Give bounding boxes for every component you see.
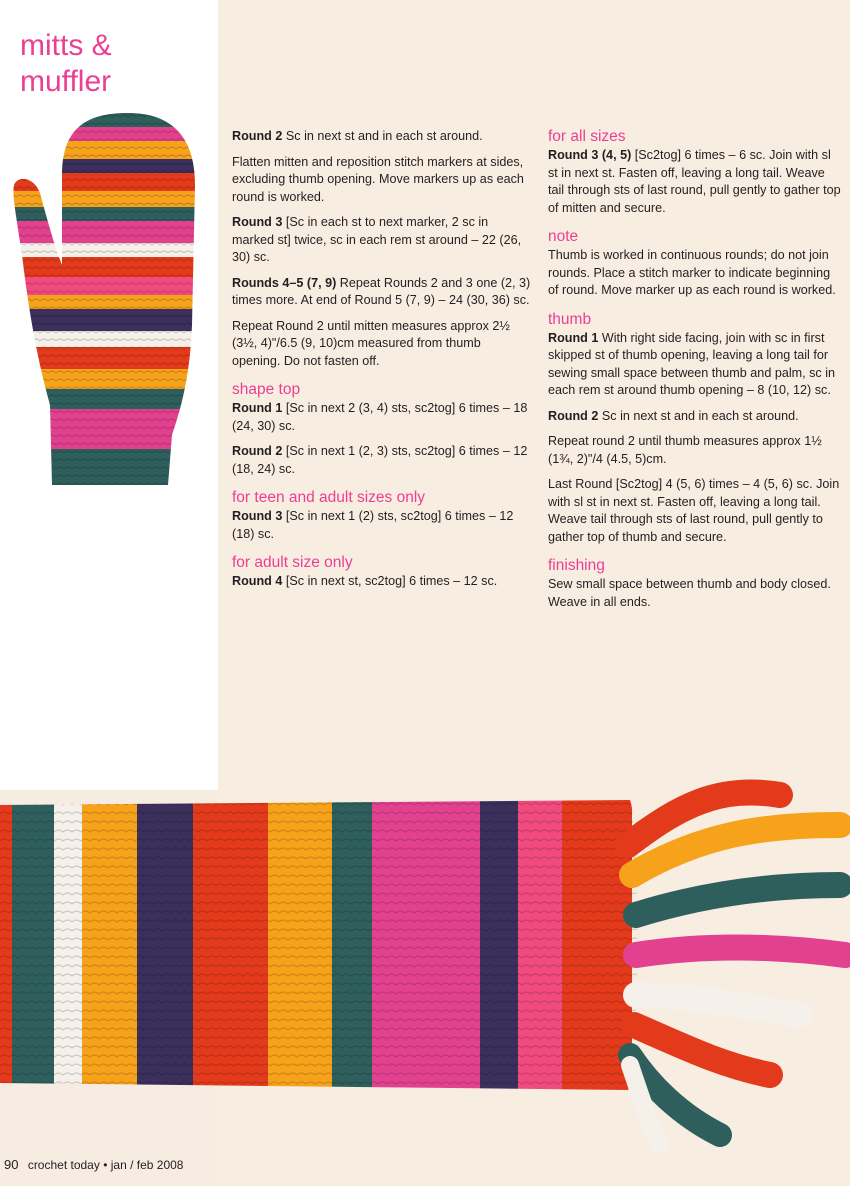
issue-date: jan / feb 2008 bbox=[110, 1158, 184, 1172]
instruction-paragraph bbox=[548, 433, 844, 468]
title-line-1: mitts & bbox=[20, 29, 112, 62]
mitten-photo bbox=[0, 105, 215, 495]
instruction-text: [Sc in next 1 (2, 3) sts, sc2tog] 6 times – 12 (18, 24) sc. bbox=[232, 444, 528, 476]
instruction-paragraph bbox=[232, 318, 532, 371]
instruction-text: Repeat Round 2 until mitten measures approx 2½ (3½, 4)"/6.5 (9, 10)cm measured from thumb opening. Do not fasten off. bbox=[232, 318, 510, 368]
page-number: 90 bbox=[4, 1157, 19, 1172]
instruction-paragraph bbox=[548, 408, 844, 426]
section-heading: for all sizes bbox=[548, 128, 626, 145]
instruction-paragraph bbox=[548, 147, 844, 217]
instruction-text: Thumb is worked in continuous rounds; do not join rounds. Place a stitch marker to indicate beginning of round. Move marker up as each round is worked. bbox=[548, 248, 836, 297]
round-label: Round 2 bbox=[232, 129, 283, 143]
round-label: Round 4 bbox=[232, 574, 283, 588]
instruction-text: [Sc in each st to next marker, 2 sc in marked st] twice, sc in each rem st around – 22 (26, 30) sc. bbox=[232, 215, 522, 264]
instruction-paragraph bbox=[232, 508, 532, 543]
instruction-paragraph bbox=[548, 576, 844, 611]
instruction-paragraph bbox=[232, 400, 532, 435]
round-label: Round 3 bbox=[232, 215, 283, 229]
instruction-paragraph bbox=[232, 443, 532, 478]
instruction-text: Repeat Rounds 2 and 3 one (2, 3) times more. At end of Round 5 (7, 9) – 24 (30, 36) sc. bbox=[232, 275, 531, 307]
instruction-paragraph bbox=[232, 154, 532, 207]
instructions-column-right bbox=[548, 127, 844, 619]
instruction-text: [Sc in next 1 (2) sts, sc2tog] 6 times – 12 (18) sc. bbox=[232, 509, 514, 541]
title-line-2: muffler bbox=[20, 65, 112, 98]
footer-bullet: • bbox=[103, 1158, 108, 1172]
section-heading: finishing bbox=[548, 557, 605, 574]
instruction-paragraph bbox=[548, 476, 844, 546]
instruction-paragraph bbox=[548, 330, 844, 400]
instruction-paragraph bbox=[548, 247, 844, 300]
scarf-fringe bbox=[628, 792, 845, 1145]
instruction-text: Sc in next st and in each st around. bbox=[282, 129, 483, 143]
instruction-text: [Sc2tog] 6 times – 6 sc. Join with sl st in next st. Fasten off, leaving a long tail. Weave tail through sts of last round, pull gently to gather top of mitten and secure. bbox=[548, 148, 841, 215]
round-label: Round 3 bbox=[232, 509, 283, 523]
round-label: Round 2 bbox=[548, 408, 599, 423]
instruction-text: [Sc in next st, sc2tog] 6 times – 12 sc. bbox=[282, 574, 498, 588]
round-label: Round 3 (4, 5) bbox=[548, 148, 632, 162]
instruction-paragraph bbox=[232, 214, 532, 267]
instruction-paragraph bbox=[232, 128, 532, 146]
scarf-photo bbox=[0, 765, 850, 1175]
section-heading: note bbox=[548, 228, 579, 245]
page-footer bbox=[4, 1157, 183, 1172]
section-heading: for adult size only bbox=[232, 554, 353, 571]
round-label: Rounds 4–5 (7, 9) bbox=[232, 275, 337, 290]
round-label: Round 1 bbox=[548, 330, 599, 345]
instruction-paragraph bbox=[232, 275, 532, 310]
instruction-text: Flatten mitten and reposition stitch markers at sides, excluding thumb opening. Move markers up as each round is worked. bbox=[232, 154, 524, 204]
round-label: Round 2 bbox=[232, 444, 283, 458]
instruction-text: Sew small space between thumb and body closed. Weave in all ends. bbox=[548, 577, 831, 609]
section-heading: shape top bbox=[232, 381, 301, 398]
magazine-name: crochet today bbox=[27, 1158, 100, 1172]
instruction-text: [Sc in next 2 (3, 4) sts, sc2tog] 6 times – 18 (24, 30) sc. bbox=[232, 401, 528, 433]
instruction-text: With right side facing, join with sc in first skipped st of thumb opening, leaving a long tail for sewing small space between thumb and palm, sc in each rem st around thumb opening – 8 (10, 12) sc. bbox=[548, 330, 836, 397]
instruction-text: Sc in next st and in each st around. bbox=[598, 408, 799, 423]
instruction-text: Repeat round 2 until thumb measures approx 1½ (1¾, 2)"/4 (4.5, 5)cm. bbox=[548, 434, 822, 466]
section-heading: for teen and adult sizes only bbox=[232, 489, 426, 506]
section-heading: thumb bbox=[548, 310, 592, 328]
instruction-text: Last Round [Sc2tog] 4 (5, 6) times – 4 (5, 6) sc. Join with sl st in next st. Fasten off, leaving a long tail. Weave tail through sts of last round, pull gently to gather top of thumb and secure. bbox=[548, 477, 840, 544]
instructions-column-left bbox=[232, 128, 532, 599]
instruction-paragraph bbox=[232, 573, 532, 591]
article-title bbox=[20, 28, 112, 100]
round-label: Round 1 bbox=[232, 401, 283, 415]
